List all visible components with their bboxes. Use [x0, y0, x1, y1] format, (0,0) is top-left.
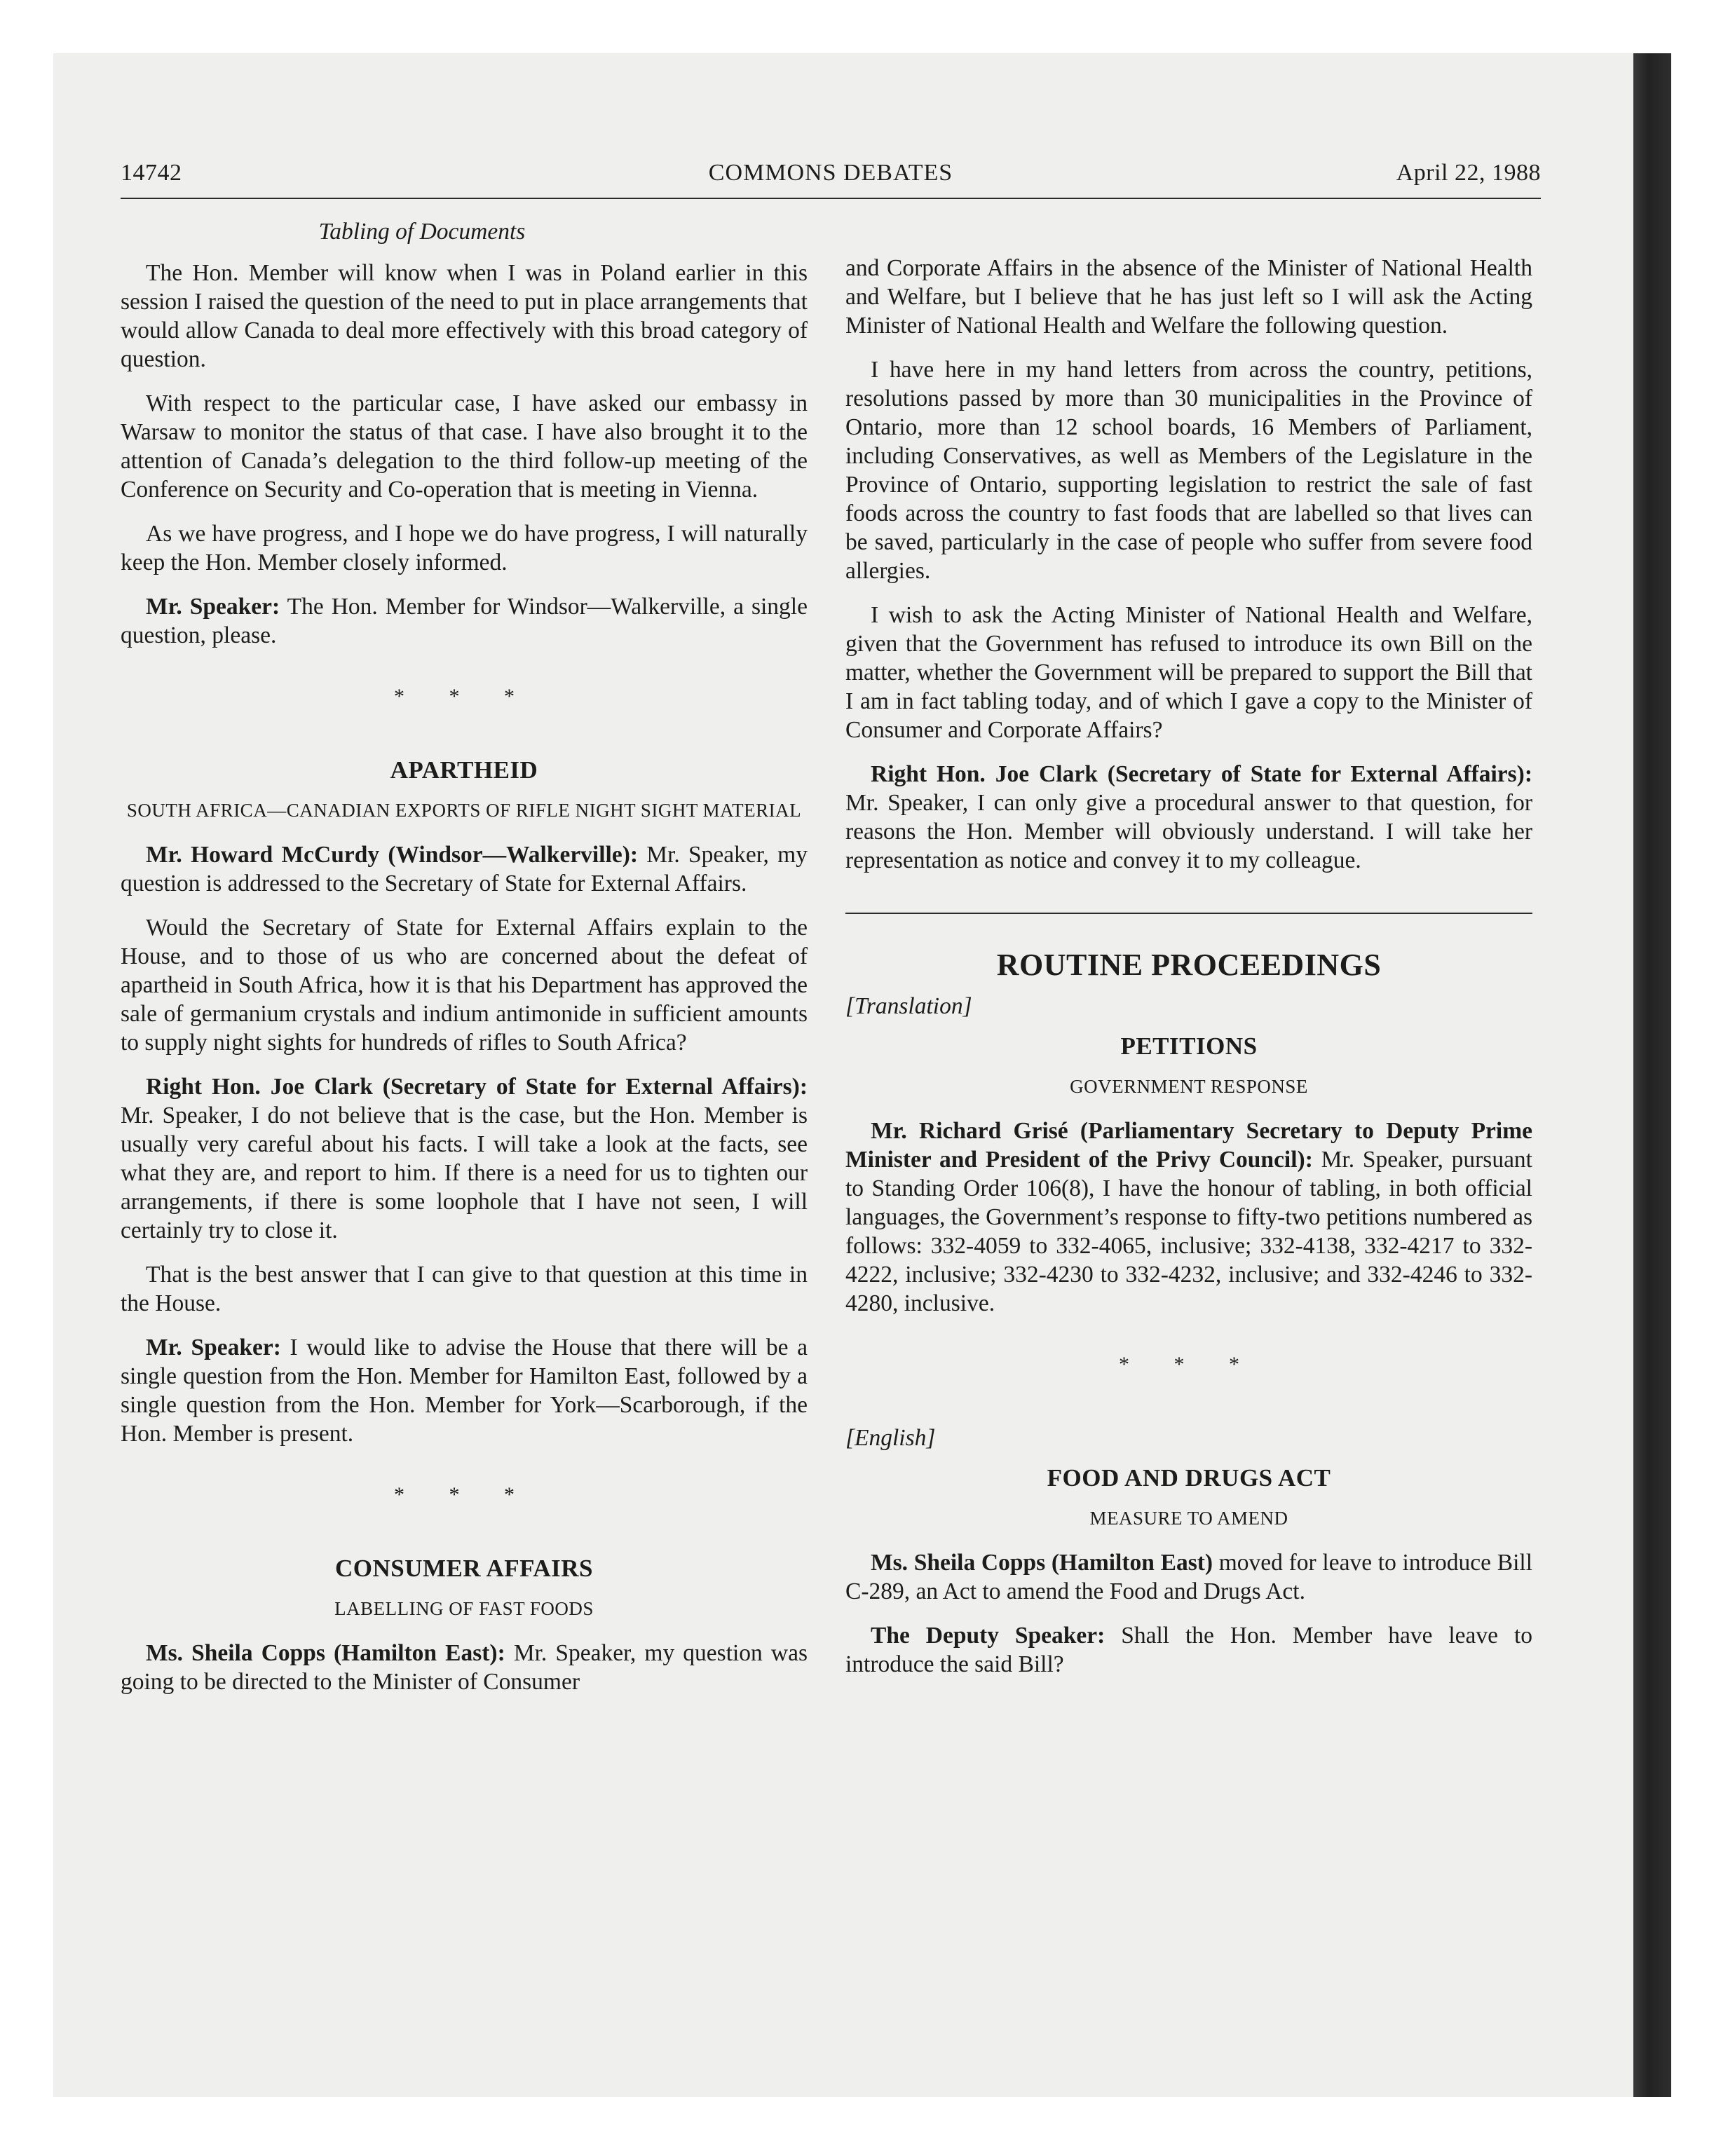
right-column — [845, 254, 1532, 1694]
speech-text: moved for leave to introduce Bill C-289, an Act to amend the Food and Drugs Act. — [845, 1550, 1532, 1604]
speaker-name: Mr. Richard Grisé (Parliamentary Secretary to Deputy Prime Minister and President of the Privy Council): — [845, 1118, 1532, 1173]
paragraph: Would the Secretary of State for External Affairs explain to the House, and to those of us who are concerned about the defeat of apartheid in South Africa, how it is that his Department has approved the sale of germanium crystals and indium antimonide in sufficient amounts to supply night sights for hundreds of rifles to South Africa? — [121, 915, 808, 1056]
paragraph: I wish to ask the Acting Minister of National Health and Welfare, given that the Government has refused to introduce its own Bill on the matter, whether the Government will be prepared to support the Bill that I am in fact tabling today, and of which I gave a copy to the Minister of Consumer and Corporate Affairs? — [845, 602, 1532, 743]
speaker-name: Ms. Sheila Copps (Hamilton East): — [146, 1640, 505, 1666]
header-rule — [121, 198, 1541, 199]
paragraph: and Corporate Affairs in the absence of the Minister of National Health and Welfare, but I believe that he has just left so I will ask the Acting Minister of National Health and Welfare the following question. — [845, 255, 1532, 339]
section-heading: FOOD AND DRUGS ACT — [1047, 1464, 1331, 1492]
speaker-name: The Deputy Speaker: — [871, 1623, 1105, 1649]
speaker-name: Right Hon. Joe Clark (Secretary of State for External Affairs): — [871, 761, 1532, 787]
speech-text: Mr. Speaker, I can only give a procedural answer to that question, for reasons the Hon. Member will obviously understand. I will take her representation as notice and convey it to my colleague. — [845, 790, 1532, 873]
speech-paragraph — [845, 1117, 1532, 1318]
left-column — [121, 210, 808, 1712]
page-date: April 22, 1988 — [1396, 160, 1541, 186]
section-rule — [845, 913, 1532, 914]
speech-text: Mr. Speaker, my question is addressed to the Secretary of State for External Affairs. — [121, 842, 808, 896]
speech-paragraph — [121, 1072, 808, 1245]
section-heading: CONSUMER AFFAIRS — [334, 1555, 594, 1582]
paragraph: With respect to the particular case, I have asked our embassy in Warsaw to monitor the status of that case. I have also brought it to the attention of Canada’s delegation to the third follow-up meeting of the Conference on Security and Co-operation that is meeting in Vienna. — [121, 390, 808, 503]
section-heading: PETITIONS — [1120, 1032, 1258, 1060]
page-number: 14742 — [121, 160, 182, 186]
paragraph: That is the best answer that I can give to that question at this time in the House. — [121, 1262, 808, 1316]
major-section-heading: ROUTINE PROCEEDINGS — [996, 948, 1382, 982]
section-subheading: SOUTH AFRICA—CANADIAN EXPORTS OF RIFLE NIGHT SIGHT MATERIAL — [126, 800, 802, 821]
speech-paragraph — [121, 592, 808, 650]
speech-text: Mr. Speaker, pursuant to Standing Order 106(8), I have the honour of tabling, in both official languages, the Government’s response to fifty-two petitions numbered as follows: 332-4059 to 332-4065, inclusive; 332-4138, 332-4217 to 332-4222, inclusive; 332-4230 to 332-4232, inclusive; and 332-4246 to 332-4280, inclusive. — [845, 1147, 1532, 1316]
speech-paragraph — [845, 1548, 1532, 1606]
speech-text: The Hon. Member for Windsor—Walkerville, a single question, please. — [121, 594, 808, 648]
speech-paragraph — [121, 1333, 808, 1448]
speaker-name: Mr. Howard McCurdy (Windsor—Walkerville): — [146, 842, 639, 868]
section-heading: APARTHEID — [390, 756, 538, 784]
speech-text: I would like to advise the House that there will be a single question from the Hon. Member for Hamilton East, followed by a single question from the Hon. Member for York—Scarborough, if the Hon. Member is present. — [121, 1335, 808, 1447]
speech-text: Mr. Speaker, my question was going to be directed to the Minister of Consumer — [121, 1640, 808, 1695]
speaker-name: Mr. Speaker: — [146, 1335, 281, 1360]
section-subheading: MEASURE TO AMEND — [1089, 1508, 1288, 1529]
language-marker: [English] — [845, 1425, 936, 1451]
speech-paragraph — [121, 840, 808, 898]
speech-paragraph — [845, 1621, 1532, 1679]
section-subheading: GOVERNMENT RESPONSE — [1070, 1076, 1308, 1097]
section-separator: * * * — [394, 685, 534, 708]
speaker-name: Ms. Sheila Copps (Hamilton East) — [871, 1550, 1213, 1576]
speaker-name: Right Hon. Joe Clark (Secretary of State for External Affairs): — [146, 1074, 808, 1100]
speaker-name: Mr. Speaker: — [146, 594, 280, 620]
paragraph: As we have progress, and I hope we do have progress, I will naturally keep the Hon. Member closely informed. — [121, 521, 808, 575]
running-head: Tabling of Documents — [318, 219, 526, 245]
paragraph: I have here in my hand letters from across the country, petitions, resolutions passed by more than 30 municipalities in the Province of Ontario, more than 12 school boards, 16 Members of Parliament, including Conservatives, as well as Members of the Legislature in the Province of Ontario, supporting legislation to restrict the sale of fast foods across the country to fast foods that are labelled so that lives can be saved, particularly in the case of people who suffer from severe food allergies. — [845, 357, 1532, 584]
paragraph: The Hon. Member will know when I was in Poland earlier in this session I raised the question of the need to put in place arrangements that would allow Canada to deal more effectively with this broad category of question. — [121, 260, 808, 372]
speech-text: Shall the Hon. Member have leave to introduce the said Bill? — [845, 1623, 1532, 1677]
publication-title: COMMONS DEBATES — [708, 160, 953, 186]
speech-paragraph — [845, 760, 1532, 875]
speech-paragraph — [121, 1639, 808, 1696]
speech-text: Mr. Speaker, I do not believe that is the case, but the Hon. Member is usually very careful about his facts. I will take a look at the facts, see what they are, and report to him. If there is a need for us to tighten our arrangements, if there is some loophole that I have not seen, I will certainly try to close it. — [121, 1103, 808, 1243]
section-subheading: LABELLING OF FAST FOODS — [334, 1598, 594, 1619]
scan-edge-shadow — [1633, 53, 1671, 2097]
language-marker: [Translation] — [845, 993, 972, 1019]
section-separator: * * * — [394, 1483, 534, 1506]
section-separator: * * * — [1119, 1353, 1259, 1376]
page-header — [121, 160, 1541, 193]
